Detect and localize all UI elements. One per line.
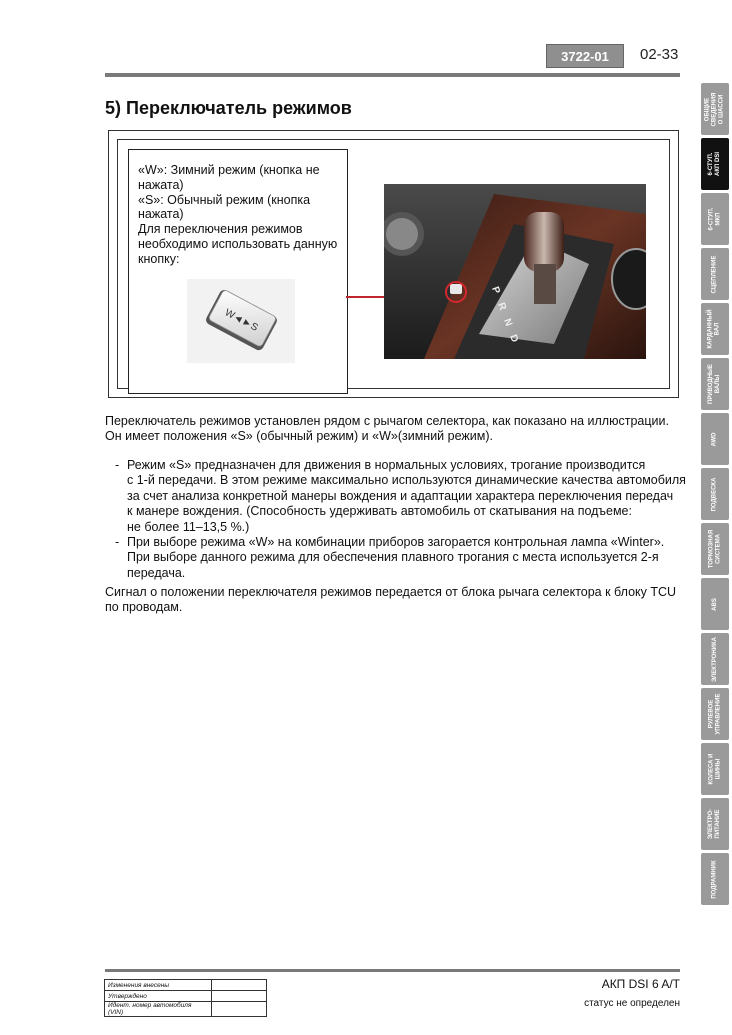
footer-divider: [105, 969, 680, 972]
side-tab-propshaft[interactable]: [701, 303, 729, 355]
section-title: 5) Переключатель режимов: [105, 98, 352, 118]
side-tab-steering[interactable]: [701, 688, 729, 740]
bullet-line: При выборе режима «W» на комбинации приборов загорается контрольная лампа «Winter».: [127, 535, 665, 550]
side-tab-abs[interactable]: [701, 578, 729, 630]
footer-label-approved: Утверждено: [105, 991, 212, 1002]
intro-paragraph: [105, 414, 695, 445]
side-tab-label: 6-СТУП. МКП: [708, 207, 721, 231]
side-tab-general-chassis[interactable]: [701, 83, 729, 135]
callout-box: [128, 149, 348, 394]
side-tab-label: СЦЕПЛЕНИЕ: [711, 255, 718, 293]
side-tab-clutch[interactable]: [701, 248, 729, 300]
side-tab-suspension[interactable]: [701, 468, 729, 520]
side-tab-label: ЭЛЕКТРОНИКА: [711, 636, 718, 682]
side-tab-label: AWD: [711, 432, 718, 446]
side-tab-label: ПОДВЕСКА: [711, 477, 718, 511]
side-tab-label: 6-СТУП. АКП DSI: [707, 152, 721, 176]
bullet-dash: -: [115, 458, 120, 472]
footer-status: статус не определен: [584, 998, 680, 1009]
side-tab-label: КОЛЕСА И ШИНЫ: [708, 753, 722, 785]
side-tab-label: ЭЛЕКТРО- ПИТАНИЕ: [708, 808, 722, 840]
mode-button-image: [187, 279, 295, 363]
side-tab-6mt[interactable]: [701, 193, 729, 245]
side-tab-label: ТОРМОЗНАЯ СИСТЕМА: [708, 529, 722, 569]
page-number: 02-33: [640, 46, 679, 63]
bullet-dash: -: [115, 535, 120, 550]
footer-value-cell: [212, 1002, 267, 1017]
callout-line-instruction: Для переключения режимов необходимо использовать данную кнопку:: [138, 222, 338, 266]
bullet-item-w-mode: [115, 535, 695, 581]
side-tab-driveshafts[interactable]: [701, 358, 729, 410]
footer-approval-table: [104, 979, 267, 1017]
bullet-line: за счет анализа конкретной манеры вождения и адаптации характера переключения передач: [127, 488, 674, 503]
mode-button-drawing: [187, 279, 295, 363]
callout-line-winter: «W»: Зимний режим (кнопка не нажата): [138, 163, 320, 192]
bullet-line: к манере вождения. (Способность удерживать автомобиль от скатывания на подъеме:: [127, 504, 632, 519]
side-tab-awd[interactable]: [701, 413, 729, 465]
side-tab-subframe[interactable]: [701, 853, 729, 905]
bullet-item-s-mode: [115, 458, 695, 535]
gear-label-p: P: [489, 285, 502, 296]
side-tab-brakes[interactable]: [701, 523, 729, 575]
gear-label-d: D: [507, 333, 520, 344]
footer-manual-title: АКП DSI 6 A/T: [601, 977, 680, 991]
side-tab-electronics[interactable]: [701, 633, 729, 685]
gear-selector-photo: [384, 184, 646, 359]
footer-label-changes: Изменения внесены: [105, 980, 212, 991]
figure-inner-frame: [117, 139, 670, 389]
signal-line-2: по проводам.: [105, 600, 183, 615]
bullet-line: с 1-й передачи. В этом режиме максимально используются динамические качества автомобиля: [127, 473, 686, 488]
side-tab-power-supply[interactable]: [701, 798, 729, 850]
side-tab-6at-dsi[interactable]: [701, 138, 729, 190]
side-tab-label: ABS: [711, 597, 718, 611]
side-tab-label: КАРДАННЫЙ ВАЛ: [708, 309, 721, 349]
figure-frame: [108, 130, 679, 398]
footer-row: [105, 991, 267, 1002]
gear-selector-drawing: [384, 184, 646, 359]
side-tab-label: РУЛЕВОЕ УПРАВЛЕНИЕ: [708, 693, 721, 735]
footer-row: [105, 980, 267, 991]
bullet-line: передача.: [127, 565, 186, 580]
side-tab-label: ПОДРАМНИК: [711, 859, 718, 899]
callout-line-normal: «S»: Обычный режим (кнопка нажата): [138, 192, 311, 222]
bullet-line: Режим «S» предназначен для движения в нормальных условиях, трогание производится: [127, 458, 646, 472]
header-divider: [105, 73, 680, 77]
side-tab-label: ОБЩИЕ СВЕДЕНИЯ О ШАССИ: [704, 92, 725, 126]
footer-label-vin: Идент. номер автомобиля (VIN): [105, 1002, 212, 1017]
side-tab-label: ПРИВОДНЫЕ ВАЛЫ: [708, 364, 722, 404]
footer-value-cell: [212, 991, 267, 1002]
side-tab-wheels-tires[interactable]: [701, 743, 729, 795]
intro-line-2: Он имеет положения «S» (обычный режим) и «W»(зимний режим).: [105, 429, 493, 444]
gear-label-r: R: [495, 301, 508, 312]
intro-line-1: Переключатель режимов установлен рядом с рычагом селектора, как показано на иллюстрации.: [105, 414, 669, 428]
bullet-list: [115, 458, 695, 581]
signal-line-1: Сигнал о положении переключателя режимов передается от блока рычага селектора к блоку TCU: [105, 585, 677, 599]
footer-value-cell: [212, 980, 267, 991]
bullet-line: не более 11–13,5 %.): [127, 519, 250, 534]
gear-label-n: N: [501, 317, 514, 328]
mode-button-label: W◄►S: [222, 307, 260, 334]
signal-paragraph: [105, 585, 685, 616]
bullet-line: При выборе данного режима для обеспечения плавного трогания с места используется 2-я: [127, 550, 659, 565]
footer-row: [105, 1002, 267, 1017]
callout-text: [138, 163, 343, 267]
document-code-badge: 3722-01: [546, 44, 624, 68]
